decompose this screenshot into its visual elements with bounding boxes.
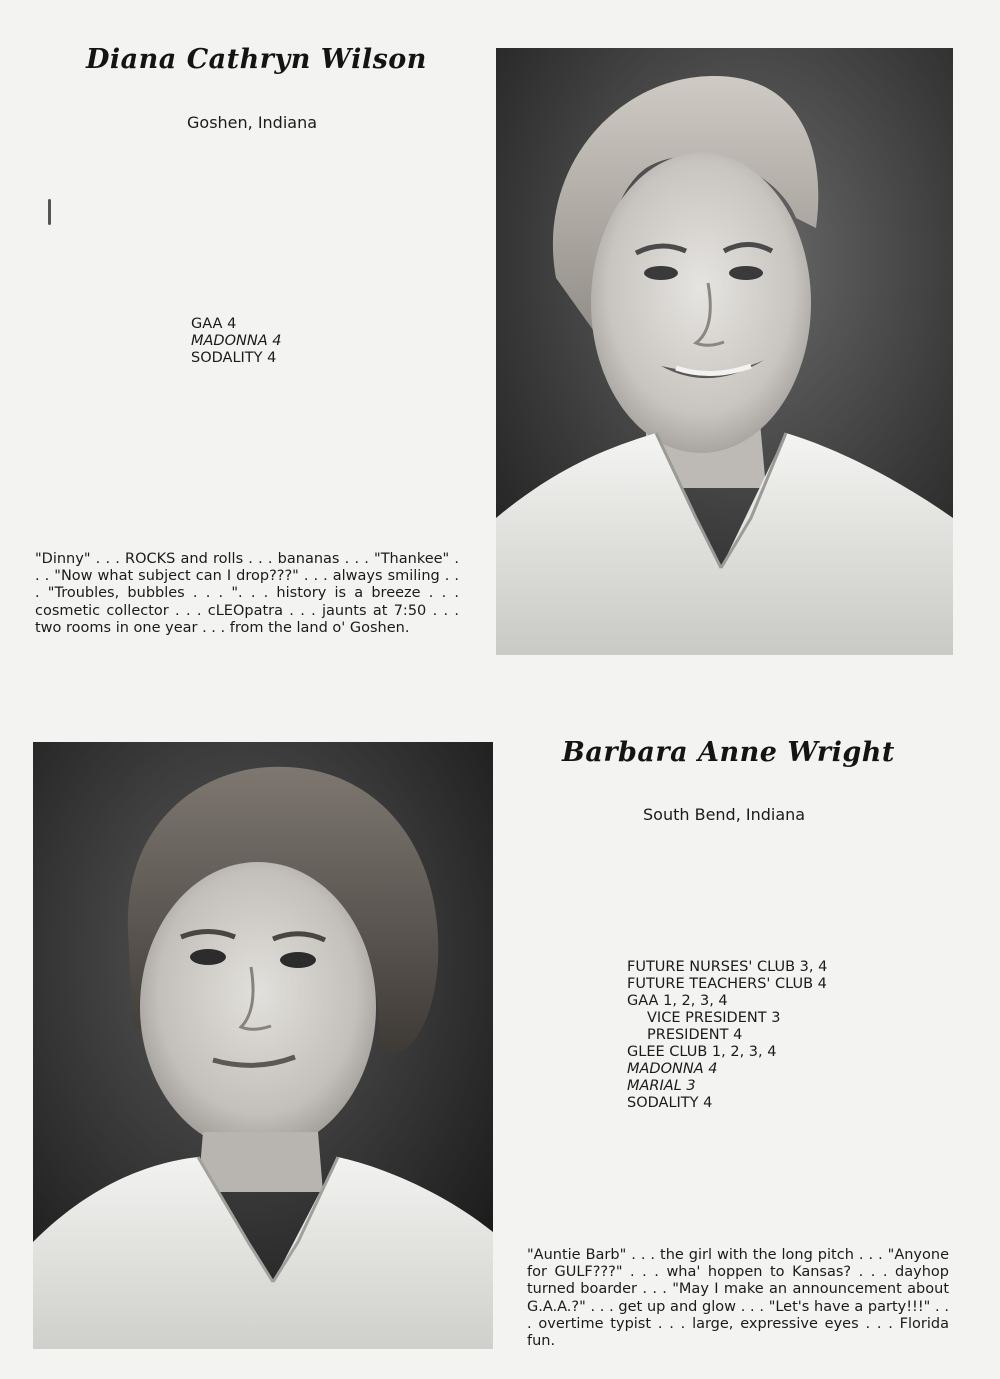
- activities-list: [627, 959, 827, 1112]
- activity-item: PRESIDENT 4: [647, 1027, 743, 1043]
- activity-item: SODALITY 4: [191, 350, 277, 366]
- activities-list: [191, 316, 281, 367]
- student-portrait-photo: [33, 742, 493, 1349]
- student-name: Barbara Anne Wright: [562, 737, 895, 768]
- activity-item: VICE PRESIDENT 3: [647, 1010, 781, 1026]
- activity-item: GAA 1, 2, 3, 4: [627, 993, 728, 1009]
- activity-item: FUTURE TEACHERS' CLUB 4: [627, 976, 827, 992]
- page-blemish: [48, 199, 51, 225]
- student-name: Diana Cathryn Wilson: [86, 44, 427, 75]
- activity-item: MARIAL 3: [627, 1078, 696, 1094]
- activity-item: MADONNA 4: [191, 333, 282, 349]
- student-hometown: South Bend, Indiana: [643, 805, 806, 824]
- activity-item: MADONNA 4: [627, 1061, 718, 1077]
- activity-item: SODALITY 4: [627, 1095, 713, 1111]
- student-blurb: "Auntie Barb" . . . the girl with the long pitch . . . "Anyone for GULF???" . . . wha' hoppen to Kansas? . . . dayhop turned boarder . . . "May I make an announcement about G.A.A.?" . . . get up and glow . . . "Let's have a party!!!" . . . overtime typist . . . large, expressive eyes . . . Florida fun.: [527, 1247, 949, 1350]
- activity-item: GLEE CLUB 1, 2, 3, 4: [627, 1044, 777, 1060]
- activity-item: FUTURE NURSES' CLUB 3, 4: [627, 959, 828, 975]
- activity-item: GAA 4: [191, 316, 237, 332]
- student-blurb: "Dinny" . . . ROCKS and rolls . . . bananas . . . "Thankee" . . . "Now what subject can I drop???" . . . always smiling . . . "Troubles, bubbles . . . ". . . history is a breeze . . . cosmetic collector . . . cLEOpatra . . . jaunts at 7:50 . . . two rooms in one year . . . from the land o' Goshen.: [35, 551, 459, 636]
- student-portrait-photo: [496, 48, 953, 655]
- student-hometown: Goshen, Indiana: [187, 113, 318, 132]
